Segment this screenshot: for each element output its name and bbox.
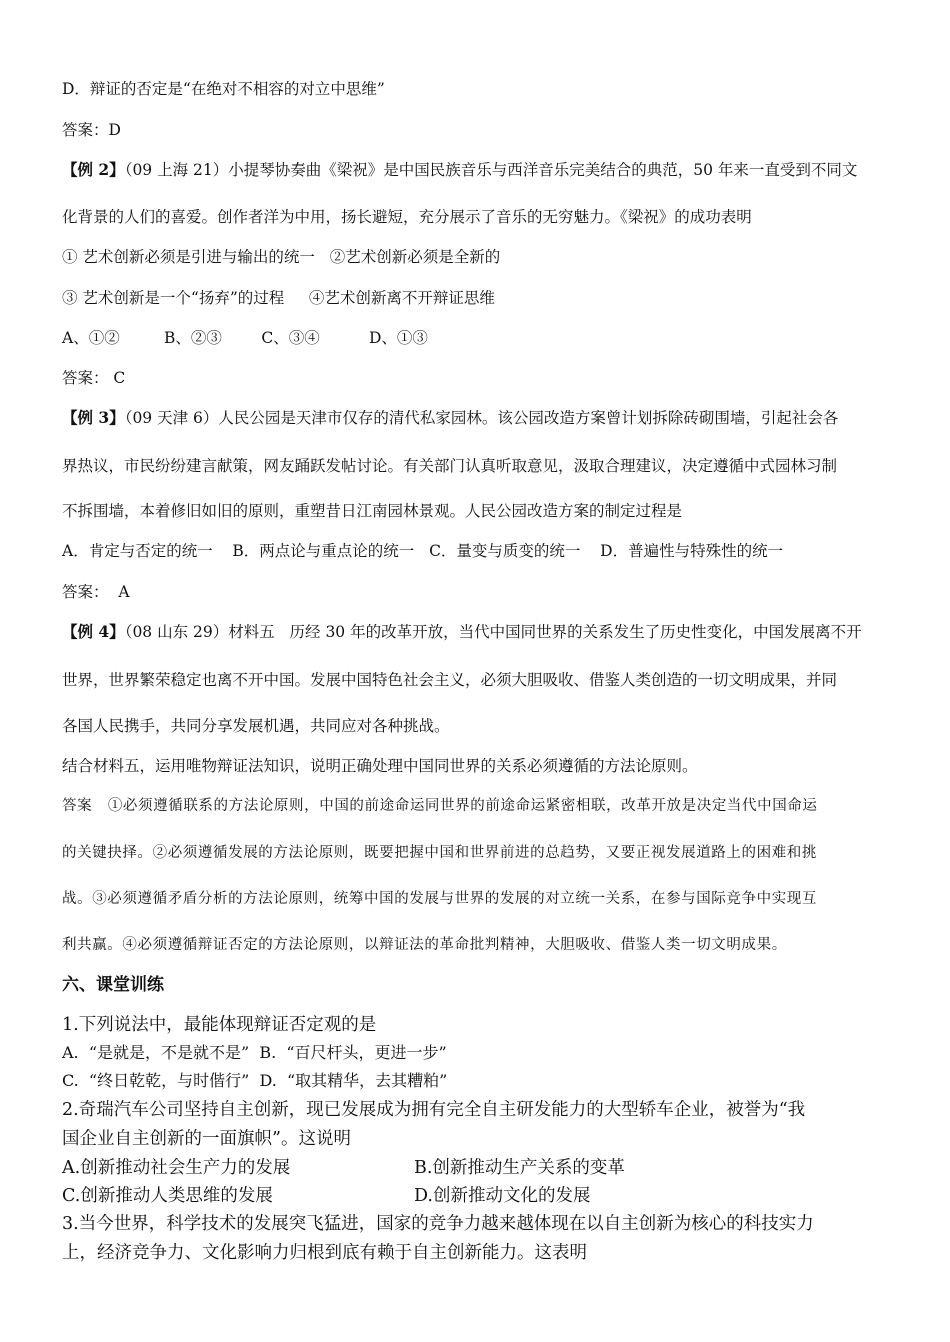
example-3-line-2: 界热议，市民纷纷建言献策，网友踊跃发帖讨论。有关部门认真听取意见，汲取合理建议，决定遵循中式园林习制 bbox=[62, 457, 838, 475]
example-2-tag: 【例 2】 bbox=[62, 160, 125, 179]
question-2-stem-2: 国企业自主创新的一面旗帜”。这说明 bbox=[62, 1129, 351, 1149]
example-2-line-2: 化背景的人们的喜爱。创作者洋为中用，扬长避短，充分展示了音乐的无穷魅力。《梁祝》的成功表明 bbox=[62, 208, 752, 226]
question-2-option-c: C.创新推动人类思维的发展 bbox=[62, 1186, 273, 1206]
question-2-options-ab bbox=[62, 1156, 625, 1180]
question-2-options-cd bbox=[62, 1184, 591, 1208]
example-4-line-1 bbox=[62, 622, 862, 642]
example-4-question: 结合材料五，运用唯物辩证法知识，说明正确处理中国同世界的关系必须遵循的方法论原则。 bbox=[62, 757, 698, 775]
example-2-options: A、①② B、②③ C、③④ D、①③ bbox=[62, 329, 428, 347]
question-1-stem: 1.下列说法中，最能体现辩证否定观的是 bbox=[62, 1015, 377, 1035]
question-3-stem-1: 3.当今世界，科学技术的发展突飞猛进，国家的竞争力越来越体现在以自主创新为核心的科技实力 bbox=[62, 1214, 814, 1234]
section-heading: 六、课堂训练 bbox=[62, 975, 164, 995]
example-4-answer-line-3: 战。③必须遵循矛盾分析的方法论原则，统筹中国的发展与世界的发展的对立统一关系，在参与国际竞争中实现互 bbox=[62, 891, 817, 907]
example-2-text-1: （09 上海 21）小提琴协奏曲《梁祝》是中国民族音乐与西洋音乐完美结合的典范，50 年来一直受到不同文 bbox=[124, 161, 858, 179]
question-1-options-ab: A. “是就是，不是就不是” B. “百尺杆头，更进一步” bbox=[62, 1043, 447, 1062]
option-d-line: D．辩证的否定是“在绝对不相容的对立中思维” bbox=[62, 80, 385, 98]
example-2-answer: 答案： C bbox=[62, 369, 126, 387]
example-3-options: A．肯定与否定的统一 B．两点论与重点论的统一 C．量变与质变的统一 D．普遍性与特殊性的统一 bbox=[62, 542, 784, 560]
question-1-options-cd: C. “终日乾乾，与时偕行” D. “取其精华，去其糟粕” bbox=[62, 1071, 448, 1090]
example-4-tag: 【例 4】 bbox=[62, 622, 125, 641]
example-4-answer-line-1: 答案 ①必须遵循联系的方法论原则，中国的前途命运同世界的前途命运紧密相联，改革开放是决定当代中国命运 bbox=[62, 798, 818, 814]
question-3-stem-2: 上，经济竞争力、文化影响力归根到底有赖于自主创新能力。这表明 bbox=[62, 1243, 587, 1263]
example-4-text-1: （08 山东 29）材料五 历经 30 年的改革开放，当代中国同世界的关系发生了历史性变化，中国发展离不开 bbox=[124, 623, 862, 641]
example-3-line-1 bbox=[62, 408, 838, 428]
example-4-answer-line-4: 利共赢。④必须遵循辩证否定的方法论原则，以辩证法的革命批判精神，大胆吸收、借鉴人类一切文明成果。 bbox=[62, 937, 787, 953]
example-2-statement-3-4: ③ 艺术创新是一个“扬弃”的过程 ④艺术创新离不开辩证思维 bbox=[62, 289, 495, 307]
example-3-line-3: 不拆围墙，本着修旧如旧的原则，重塑昔日江南园林景观。人民公园改造方案的制定过程是 bbox=[62, 502, 683, 520]
example-2-statement-1-2: ① 艺术创新必须是引进与输出的统一 ②艺术创新必须是全新的 bbox=[62, 248, 501, 266]
question-2-option-d: D.创新推动文化的发展 bbox=[414, 1186, 591, 1206]
example-4-answer-line-2: 的关键抉择。②必须遵循发展的方法论原则，既要把握中国和世界前进的总趋势，又要正视发展道路上的困难和挑 bbox=[62, 845, 817, 861]
question-2-option-a: A.创新推动社会生产力的发展 bbox=[62, 1158, 291, 1178]
question-2-stem-1: 2.奇瑞汽车公司坚持自主创新，现已发展成为拥有完全自主研发能力的大型轿车企业，被誉为“我 bbox=[62, 1100, 806, 1120]
example-2-line-1 bbox=[62, 160, 857, 180]
example-3-tag: 【例 3】 bbox=[62, 408, 125, 427]
example-3-answer: 答案： A bbox=[62, 583, 130, 601]
example-4-line-3: 各国人民携手，共同分享发展机遇，共同应对各种挑战。 bbox=[62, 717, 450, 735]
answer-line: 答案：D bbox=[62, 121, 121, 139]
example-4-line-2: 世界，世界繁荣稳定也离不开中国。发展中国特色社会主义，必须大胆吸收、借鉴人类创造的一切文明成果，并同 bbox=[62, 671, 838, 689]
question-2-option-b: B.创新推动生产关系的变革 bbox=[414, 1158, 625, 1178]
example-3-text-1: （09 天津 6）人民公园是天津市仅存的清代私家园林。该公园改造方案曾计划拆除砖砌围墙，引起社会各 bbox=[124, 409, 839, 427]
